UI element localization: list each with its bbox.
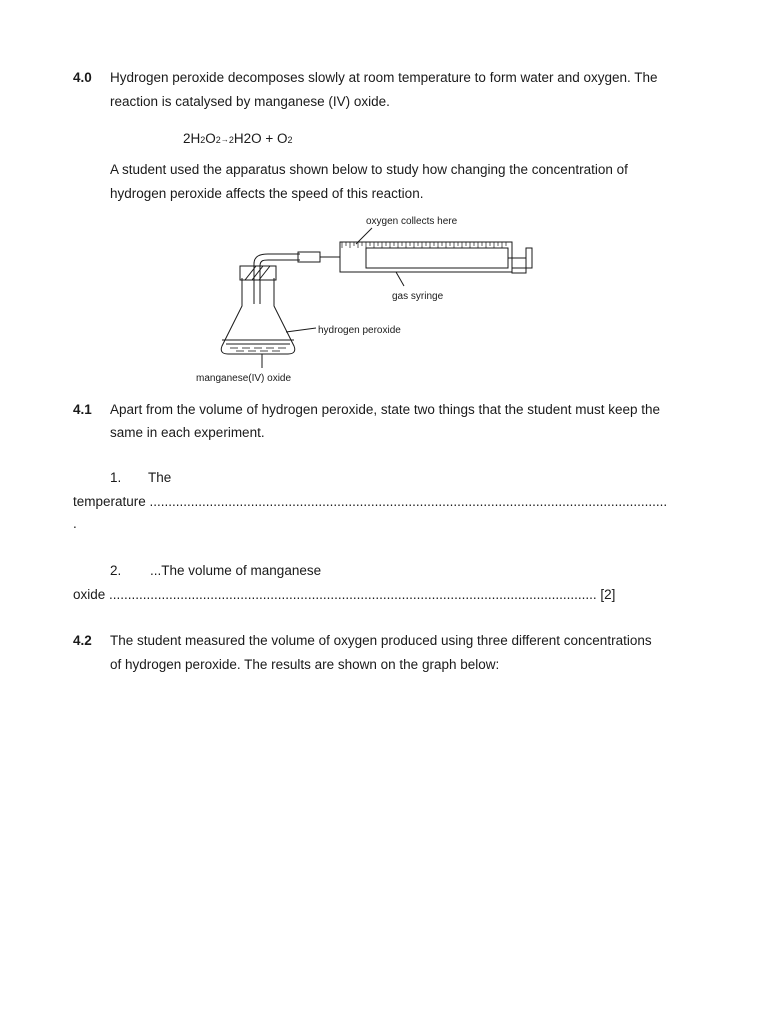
answer-2-text: ...The volume of manganese [150,563,322,578]
syringe-scale [342,242,506,248]
conical-flask [221,278,295,354]
catalyst-layer [230,348,286,351]
question-text-line: The student measured the volume of oxygen produced using three different concentrations [110,633,652,648]
answer-1-line-end: . [73,516,77,531]
question-text-line: Apart from the volume of hydrogen peroxide, state two things that the student must keep the [110,402,661,417]
answer-1-line: temperature .......................................................................................................................................... [73,494,668,509]
question-text-line: reaction is catalysed by manganese (IV) oxide. [110,94,390,109]
oxygen-label: oxygen collects here [366,216,458,227]
answer-2-number: 2. [110,563,122,578]
hydrogen-peroxide-label: hydrogen peroxide [318,325,401,336]
peroxide-leader-line [286,328,316,332]
syringe-label: gas syringe [392,291,444,302]
question-text-line: of hydrogen peroxide. The results are shown on the graph below: [110,657,500,672]
plunger-handle [526,248,532,268]
answer-1-text: The [148,470,172,485]
question-text-line: Hydrogen peroxide decomposes slowly at room temperature to form water and oxygen. The [110,70,658,85]
apparatus-diagram [190,208,560,388]
answer-2-line: oxide .................................................................................................................................. [2] [73,587,616,602]
question-text-line: hydrogen peroxide affects the speed of this reaction. [110,186,424,201]
question-number-4-0: 4.0 [73,70,92,85]
syringe-leader-line [396,272,404,286]
chemical-equation: 2H2O2→2H2O + O2 [183,131,293,146]
question-number-4-1: 4.1 [73,402,92,417]
manganese-oxide-label: manganese(IV) oxide [196,373,292,384]
question-text-line: A student used the apparatus shown below to study how changing the concentration of [110,162,628,177]
syringe-plunger [366,248,508,268]
question-text-line: same in each experiment. [110,425,265,440]
answer-1-number: 1. [110,470,122,485]
tube-connector [298,252,320,262]
question-number-4-2: 4.2 [73,633,92,648]
